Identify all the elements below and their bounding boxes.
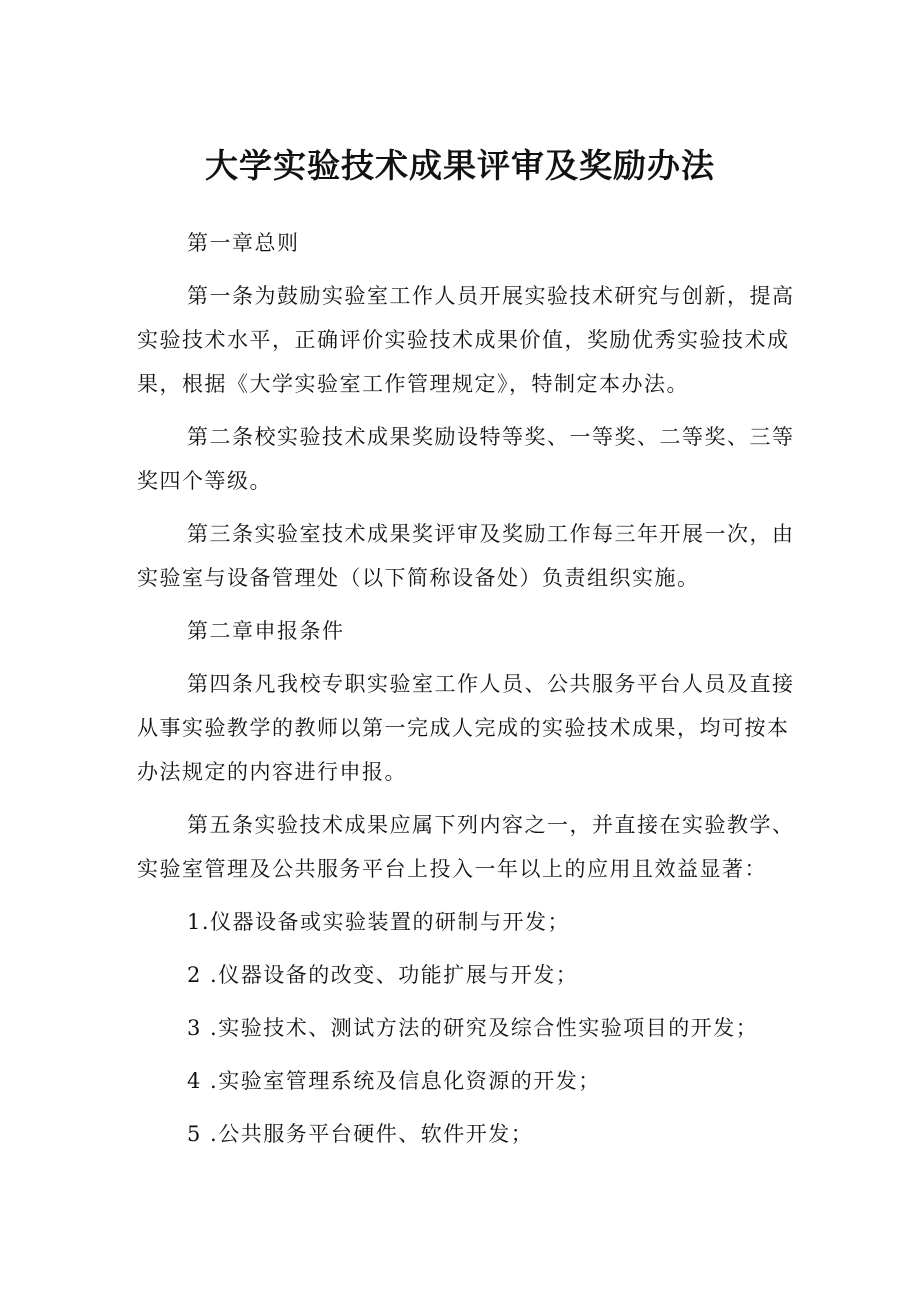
article-2: 第二条校实验技术成果奖励设特等奖、一等奖、二等奖、三等奖四个等级。 bbox=[137, 425, 795, 493]
list-item: 4 .实验室管理系统及信息化资源的开发； bbox=[187, 1069, 601, 1093]
document-title: 大学实验技术成果评审及奖励办法 bbox=[205, 146, 715, 185]
article-3: 第三条实验室技术成果奖评审及奖励工作每三年开展一次，由实验室与设备管理处（以下简称设备处）负责组织实施。 bbox=[137, 522, 795, 590]
list-item: 1.仪器设备或实验装置的研制与开发； bbox=[187, 910, 571, 934]
document-body bbox=[137, 221, 797, 1165]
article-1: 第一条为鼓励实验室工作人员开展实验技术研究与创新，提高实验技术水平，正确评价实验技术成果价值，奖励优秀实验技术成果，根据《大学实验室工作管理规定》，特制定本办法。 bbox=[137, 284, 795, 396]
list-item: 5 .公共服务平台硬件、软件开发； bbox=[187, 1122, 534, 1146]
list-item: 3 .实验技术、测试方法的研究及综合性实验项目的开发； bbox=[187, 1016, 759, 1040]
chapter-heading-2: 第二章申报条件 bbox=[187, 619, 345, 643]
article-4: 第四条凡我校专职实验室工作人员、公共服务平台人员及直接从事实验教学的教师以第一完成人完成的实验技术成果，均可按本办法规定的内容进行申报。 bbox=[137, 672, 795, 784]
chapter-heading-1: 第一章总则 bbox=[187, 231, 300, 255]
list-item: 2 .仪器设备的改变、功能扩展与开发； bbox=[187, 963, 579, 987]
article-5: 第五条实验技术成果应属下列内容之一，并直接在实验教学、实验室管理及公共服务平台上投入一年以上的应用且效益显著： bbox=[137, 813, 795, 881]
